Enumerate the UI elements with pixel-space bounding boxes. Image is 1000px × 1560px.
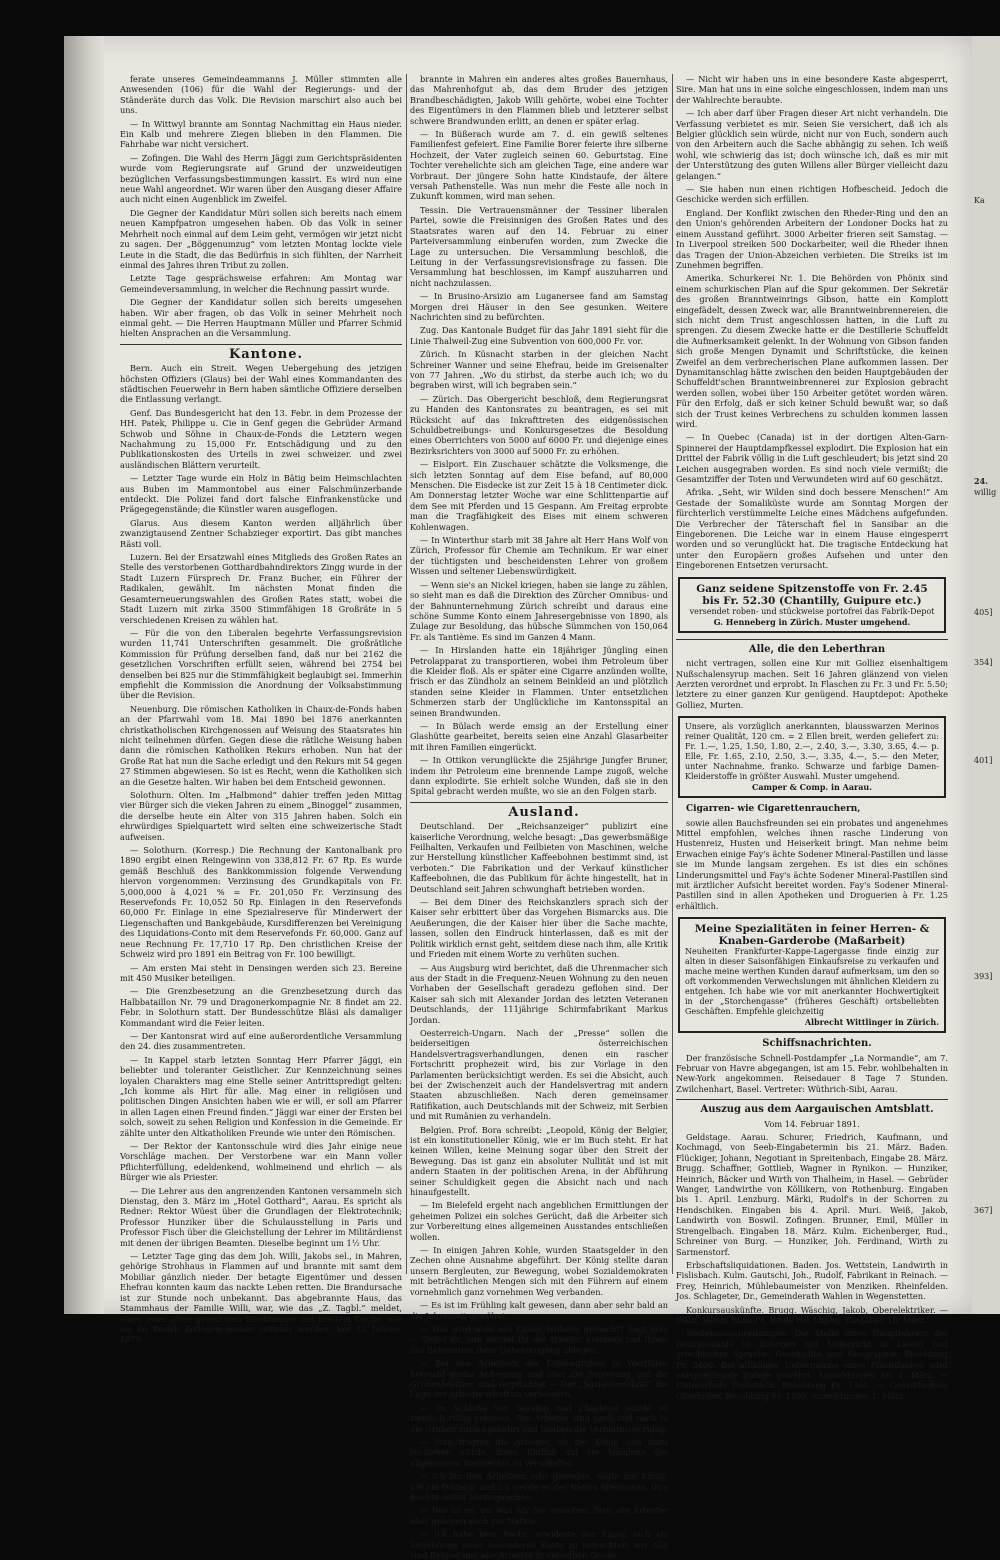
- section-heading-amtsblatt: Auszug aus dem Aargauischen Amtsblatt.: [700, 1104, 934, 1116]
- ad-signature: Albrecht Wittlinger in Zürich.: [804, 1017, 939, 1028]
- edge-fragment: 401]: [974, 756, 993, 765]
- section-heading-ausland: Ausland.: [508, 804, 580, 820]
- paragraph: Die Gegner der Kandidatur sollen sich bereits umgesehen haben. Wir aber fragen, ob das Volk in seiner Mehrheit noch einmal geht. — Die Herren Hauptmann Müller und Pfarrer Schmid hielten Ansprachen an die Versammlung.: [120, 297, 402, 339]
- ad-text: nicht vertragen, sollen eine Kur mit Golliez eisenhaltigem Nußschalensyrup machen. Seit 16 Jahren glänzend von vielen Aerzten verordnet und erprobt. In Flaschen zu Fr. 3 und Fr. 5.50; letztere zu einer ganzen Kur genügend. Hauptdepot: Apotheke Golliez, Murten.: [676, 658, 948, 710]
- paragraph: — Sie haben nun einen richtigen Hofbescheid. Jedoch die Geschicke werden sich erfüllen.: [676, 184, 948, 205]
- paragraph: Konkursauskünfte. Brugg. Wäschig, Jakob, Oberelektriker. — Wälti, Jakob, Rudolf's, Beide von Lupfig. Eingaben 18. März.: [676, 1304, 948, 1325]
- date-line: Vom 14. Februar 1891.: [764, 1118, 860, 1129]
- paragraph: Geldstage. Aarau. Schurer, Friedrich, Kaufmann, und Kochmagd, von Seeb-Eingabetermin bis 21. März. Baden. Flückiger, Johann, Negotiant in Spreitenbach, Eingabe 28. März. Brugg. Schaffner, Gottlieb, Wagner in Rynikon. — Hunziker, Heinrich, Bäcker und Wirth von Thalheim, in Hasel. — Gebrüder Wanger, Landwirthe von Köllikern, von Rothenburg. Eingaben bis 1. April. Lenzburg. Märki, Rudolf's in der Schorren zu Hendschiken. Eingaben bis 4. April. Muri. Weiß, Jakob, Landwirth von Boswil. Zofingen. Brunner, Emil, Müller in Strengelbach. Eingaben 18. März. Kulm. Eichenberger, Rud., Schreiner von Burg. — Hunziker, Joh. Ferdinand, Wirth zu Sarmenstorf.: [676, 1132, 948, 1257]
- edge-fragment: willig: [974, 488, 997, 497]
- paragraph: — Zürich. Das Obergericht beschloß, dem Regierungsrat zu Handen des Kantonsrates zu beantragen, es sei mit Rücksicht auf das Inkrafttreten des eidgenössischen Schuldbetreibungs- und Konkursgesetzes die Besoldung eines Oberrichters von 5000 auf 6000 Fr. und diejenige eines Bezirksrichters von 3000 auf 5000 Fr. zu erhöhen.: [410, 393, 668, 456]
- paragraph: Glarus. Aus diesem Kanton werden alljährlich über zwanzigtausend Zentner Schabzieger exportirt. Das gibt manches Rästi voll.: [120, 517, 402, 549]
- paragraph: Zug. Das Kantonale Budget für das Jahr 1891 sieht für die Linie Thalweil-Zug eine Subvention von 600,000 Fr. vor.: [410, 325, 668, 346]
- column-3: [676, 74, 948, 1401]
- paragraph: — Letzter Tage ging das dem Joh. Willi, Jakobs sel., in Mahren, gehörige Strohhaus in Flammen auf und brannte mit samt dem Mobiliar gänzlich nieder. Der betagte Eigentümer und dessen Ehefrau konnten kaum das nackte Leben retten. Die Brandursache ist zur Stunde noch unbekannt. Das abgebrannte Haus, das Stammhaus der Familie Willi, war, wie das „Z. Tagbl.“ meldet, eines jener alten gewaltigen Strohhäuser mit breitem Dache, wie sie im Bezirk Zofingen immer seltener werden. Vor 12 Jahren, 1879,: [120, 1251, 402, 1345]
- paragraph: — In Büßerach wurde am 7. d. ein gewiß seltenes Familienfest gefeiert. Eine Familie Borer feierte ihre silberne Hochzeit, der Vater zugleich seinen 60. Geburtstag. Eine Tochter verehelichte sich am gleichen Tage, eine andere war Vorbraut. Der jüngere Sohn hatte Kindstaufe, der ältere versah Pathenstelle. Was nun mehr die Feste alle noch in Zukunft kommen, wird man sehen.: [410, 129, 668, 202]
- column-rule: [406, 74, 407, 1274]
- paragraph: — Im Bielefeld ergeht nach angeblichen Ermittlungen der geheimen Polizei ein solches Gerücht, daß die Arbeiter sich zur Vorbereitung eines allgemeinen Ausstandes entschließen wollen.: [410, 1200, 668, 1242]
- paragraph: — Wenn sie's an Nickel kriegen, haben sie lange zu zählen, so sieht man es daß die Direktion des Zürcher Omnibus- und der Bahnunternehmung Zürich schreibt und daraus eine schöne Summe Konto einem Jahresergebnisse von 1890, als Zulage zur Besoldung, das hübsche Sümmchen von 150,064 Fr. als Tantième. Es sind im Ganzen 4 Mann.: [410, 579, 668, 642]
- column-1: [120, 74, 402, 1345]
- ad-text: sowie allen Bauchsfreunden sei ein probates und angenehmes Mittel empfohlen, welches ihnen rasche Linderung von Hustenreiz, Husten und Heiserkeit bringt. Man nehme beim Erwachen einige Fay's ächte Sodener Mineral-Pastillen und lasse sie im Munde langsam zergehen. Es ist dies ein schönes Linderungsmittel und Fay's ächte Sodener Mineral-Pastillen sind mit ärztlicher Aufsicht bereitet worden. Fay's Sodener Mineral-Pastillen sind in allen Apotheken und Droguerien à Fr. 1.25 erhältlich.: [676, 817, 948, 911]
- paragraph: Tessin. Die Vertrauensmänner der Tessiner liberalen Partei, sowie die Freisinnigen des Großen Rates und des Staatsrates waren auf den 14. Februar zu einer Parteiversammlung einberufen worden, zum Zwecke die Lage zu untersuchen. Die Versammlung beschloß, die Leitung in der Verfassungsrevisionsfrage zu fassen. Die Versammlung hat beschlossen, im Kampf auszuharren und nicht nachzulassen.: [410, 204, 668, 288]
- paragraph: Belgien. Prof. Bora schreibt: „Leopold, König der Belgier, ist ein konstitutioneller König, wie er im Buch steht. Er hat keinen Willen, keine Meinung sogar über den Streit der Bewegung. Das ist ganz ein absoluter Nullität und ist mit andern Staaten in der politischen Arena, in der Abführung seiner Schuldigkeit gegen die Absicht nach und nach hinaufgestellt.: [410, 1124, 668, 1198]
- adjacent-page-edge: [972, 36, 1000, 1314]
- column-rule: [672, 74, 673, 1274]
- paragraph: — Ich habe kein Recht, erwiderte der König, sich als Angehörige einer besonderen Kaste zu betrachten; wir Alle sind Belgier und alle Arbeiter in derselben Grade.: [410, 1529, 668, 1560]
- binding-margin: [64, 36, 104, 1314]
- ad-text: Unsere, als vorzüglich anerkannten, blausswarzen Merinos reiner Qualität, 120 cm. = 2 Ellen breit, werden geliefert zu: Fr. 1.—, 1.25, 1.50, 1.80, 2.—, 2.40, 3.—, 3.30, 3.65, 4.— p. Elle, Fr. 1.65, 2.10, 2.50, 3.—, 3.35, 4.—, 5.— den Meter, unter Nachnahme, franko. Schwarze und farbige Damen-Kleiderstoffe in größter Auswahl. Muster umgehend.: [685, 722, 939, 782]
- paragraph: Amerika. Schurkerei Nr. 1. Die Behörden von Phönix sind einem schurkischen Plan auf die Spur gekommen. Der Sekretär des großen Branntweinrings Gibson, hatte ein Komplott eingefädelt, dessen Zweck war, alle Branntweinbrennereien, die sich nicht dem Trust angeschlossen hatten, in die Luft zu sprengen. Zu diesem Zwecke hatte er die Destillerie Schuffeldt die Aufmerksamkeit gelenkt. In der Wohnung von Gibson fanden sich große Mengen Dynamit und Schriftstücke, die keinen Zweifel an dem verbrecherischen Plane aufkommen lassen. Der Dynamitanschlag hätte zwischen den beiden Hauptgebäuden der Schuffeldt'schen Branntweinbrennerei zur Explosion gebracht werden sollen, wobei über 150 Arbeiter getötet worden wären. Für den Erfolg, daß er sich keiner Schuld bewußt war, so daß sich der Trust keines Verbrechens zu schulden kommen lassen wird.: [676, 273, 948, 429]
- edge-fragment: Ka: [974, 196, 985, 205]
- paragraph: — In Quebec (Canada) ist in der dortigen Alten-Garn-Spinnerei der Hauptdampfkessel explodirt. Die Explosion hat ein Drittel der Fabrik völlig in die Luft geschleudert; bis jetzt sind 20 Leichen ausgegraben worden. Es sind noch viele vermißt; die Gesamtziffer der Toten und Verwundeten wird auf 60 geschätzt.: [676, 432, 948, 485]
- divider: [410, 802, 668, 803]
- paragraph: — In einigen Jahren Kohle, wurden Staatsgelder in den Zechen ohne Ausnahme abgeführt. Der König stellte daran unsern Bergleuten, zur Bewegung, wobei Sozialdemokraten mit beträchtlichen Mengen sich mit den Führern auf einem vornehmlich ganz vornehmen Weg verbanden.: [410, 1245, 668, 1297]
- paragraph: — In Wittwyl brannte am Sonntag Nachmittag ein Haus nieder. Ein Kalb und mehrere Ziegen blieben in den Flammen. Die Fahrhabe war nicht versichert.: [120, 118, 402, 150]
- paragraph: — In Winterthur starb mit 38 Jahre alt Herr Hans Wolf von Zürich, Professor für Chemie am Technikum. Er war einer der tüchtigsten und bescheidensten Lehrer von großem Wissen und seltener Liebenswürdigkeit.: [410, 535, 668, 577]
- paragraph: Genf. Das Bundesgericht hat den 13. Febr. in dem Prozesse der HH. Patek, Philippe u. Cie in Genf gegen die Gebrüder Armand Schwob und Söhne in Chaux-de-Fonds die Letztern wegen Nachahmung zu 15,000 Fr. Entschädigung und zu den Publikationskosten des Urteils in zwei schweizer. und zwei ausländischen Blättern verurteilt.: [120, 407, 402, 470]
- paragraph: — Im Schloße von Seraing und Charleroi wurde es ziemlich ruhig gelassen. Die Arbeiter sind nach und nach in die Gruben zurückgekehrt und bleiben die Verhältnisse ruhig.: [410, 1402, 668, 1434]
- paragraph: — Nicht wir haben uns in eine besondere Kaste abgesperrt, Sire. Man hat uns in eine solche eingeschlossen, indem man uns der Wahlrechte beraubte.: [676, 74, 948, 105]
- paragraph: — Eislport. Ein Zuschauer schätzte die Volksmenge, die sich letzten Sonntag auf dem Eise befand, auf 80,000 Menschen. Die Eisdecke ist zur Zeit 15 à 18 Centimeter dick. Am Donnerstag letzter Woche war eine Schlittenpartie auf dem See mit Pferden und 15 Gespann. Am Freitag erprobte man die Tragfähigkeit des Eises mit einem schweren Kohlenwagen.: [410, 459, 668, 532]
- paragraph: — Bei dem Diner des Reichskanzlers sprach sich der Kaiser sehr erbittert über das Vorgehen Bismarcks aus. Die Aeußerungen, die der Kaiser hier über die Sache machte, lassen, sollen den Eindruck hinterlassen, daß es mit der Politik wirklich ernst geht, seitdem diese nach ihm, alle Kritik und Frieden mit einem Worte zu verhüten suchen.: [410, 897, 668, 960]
- paragraph: Die Gegner der Kandidatur Müri sollen sich bereits nach einem neuen Kampfpatron umgesehen haben. Ob das Volk in seiner Mehrheit noch einmal auf dem Leim geht, vermögen wir jetzt nicht zu sagen. Der „Böggenumzug“ vom letzten Montag lockte viele Leute in die Stadt, die das Bedürfnis in sich fühlten, der Narrheit einmal des Jahres ihren Tribut zu zollen.: [120, 207, 402, 270]
- divider: [676, 1099, 948, 1100]
- paragraph: Zürich. In Küsnacht starben in der gleichen Nacht Schreiner Wanner und seine Ehefrau, beide im Greisenalter von 77 Jahren. „Wo du stirbst, da sterbe auch ich; wo du begraben wirst, will ich begraben sein.“: [410, 349, 668, 391]
- paragraph: — Ich aber darf über Fragen dieser Art nicht verhandeln. Die Verfassung verbietet es mir. Seien Sie versichert, daß ich als Belgier glücklich sein würde, nicht nur von Euch, sondern auch von den Arbeitern auch die Sache abhängig zu sehen. Ich weiß wohl, wie schwierig das ist; doch wünsche ich, daß es mir mit der Unterstützung des guten Willens aller Bürger vielleicht dazu gelangen.“: [676, 108, 948, 181]
- ad-headline: Ganz seidene Spitzenstoffe von Fr. 2.45: [696, 582, 928, 595]
- ad-text: Neuheiten Frankfurter-Kappe-Lagergasse finde einzig zur alten in dieser Saisonfähigen Einkaufsreise zu verkaufen und mache meine werthen Kunden darauf aufmerksam, um den so oft vorkommenden Verwechslungen mit ähnlichen Kleidern zu entgehen. Ich habe wie vor mit anerkannter Hochwertigkeit in der „Storchengasse“ (früheres Geschäft) ortsbeliebten Geschäften. Empfehle gleichzeitig: [685, 947, 939, 1017]
- paragraph: — Die Grenzbesetzung an die Grenzbesetzung durch das Halbbataillon Nr. 79 und Dragonerkompagnie Nr. 8 findet am 22. Febr. in Solothurn statt. Der Bundesschütze Bläsi als damaliger Kommandant wird die Feier leiten.: [120, 986, 402, 1028]
- ad-headline: Meine Spezialitäten in feiner Herren- & Knaben-Garderobe (Maßarbeit): [694, 923, 930, 948]
- paragraph: Letzte Tage gesprächsweise erfahren: Am Montag war Gemeindeversammlung, in welcher die Rechnung passirt wurde.: [120, 273, 402, 294]
- paragraph: Erbschaftsliquidationen. Baden. Jos. Wettstein, Landwirth in Fislisbach. Kulm. Gautschi, Joh., Rudolf, Fabrikant in Reinach. — Frey, Heinrich, Mühlebaumeister von Menziken. Rheinfelden. Jos. Schlageter, Dr., Gemeinderath Wahlen in Wegenstetten.: [676, 1259, 948, 1302]
- paragraph: — Solothurn. (Korresp.) Die Rechnung der Kantonalbank pro 1890 ergibt einen Reingewinn von 338,812 Fr. 67 Rp. Es wurde gemäß Beschluß des Bankkommission folgende Verwendung hiervon vorgenommen: Verzinsung des Grundkapitals von Fr. 5,000,000 à 4,021 % = Fr. 201,050 Fr. Verzinsung des Reservefonds Fr. 10,052 50 Rp. Einlagen in den Reservefonds 60,000 Fr. Einlage in eine Spezialreserve für Minderwert der Liegenschaften und Bankgebäude, Kursdifferenzen bei Vereinigung des Liquidations-Conto mit dem Reservefonds Fr. 60,000. Ganz auf neue Rechnung Fr. 17,710 17 Rp. Den christlichen Kreise der Schweiz wird pro 1891 ein Beitrag von Fr. 100 bewilligt.: [120, 845, 402, 960]
- ad-text: versendet roben- und stückweise portofrei das Fabrik-Depot: [689, 606, 935, 616]
- ad-headline: bis Fr. 52.30 (Chantilly, Guipure etc.): [702, 594, 922, 607]
- edge-fragment: 354]: [974, 658, 993, 667]
- section-heading-kantone: Kantone.: [228, 346, 304, 362]
- edge-fragment: 367]: [974, 1206, 993, 1215]
- paragraph: Oesterreich-Ungarn. Nach der „Presse“ sollen die beiderseitigen österreichischen Handelsvertragsverhandlungen, denen ein rascher Fortschritt prophezeit wird, bis zur Vorlage in den Parlamenten berücksichtigt werden. Es sei die Absicht, auch bei der Zwischenzeit auch der Handelsvertrag mit andern Staaten abzuschließen. Nach deren gemeinsamer Ratifikation, auch Deutschlands mit der Schweiz, mit Serbien und mit Rumänien zu verhandeln.: [410, 1027, 668, 1122]
- paragraph: — In Brusino-Arsizio am Luganersee fand am Samstag Morgen drei Häuser in den See gesunken. Weitere Nachrichten sind zu befürchten.: [410, 291, 668, 322]
- paragraph: — In Ottikon verunglückte die 25jährige Jungfer Bruner, indem ihr Petroleum eine brennende Lampe zugoß, welche dann explodirte. Sie erhielt solche Wunden, daß sie in den Spital gebracht werden mußte, wo sie an den Folgen starb.: [410, 755, 668, 797]
- paragraph: — Am ersten Mai steht in Densingen werden sich 23. Bereine mit 450 Musiker beteiligen.: [120, 962, 402, 983]
- paragraph: — Was wird wohl aus Kaiser Wilhelm gemacht? Sagt man — Siehst du, nun werdet Ihr die Arbeiter kommen und Ihnen das Bekenntnis ihrer Ueberzeugung ablegen.: [410, 1323, 668, 1355]
- paragraph: — Die Lehrer aus den angrenzenden Kantonen versammeln sich Dienstag, den 3. März im „Hotel Gotthard“, Aarau. Es spricht als Redner: Rektor Wüest über die Grundlagen der Elektrotechnik; Professor Hunziker über die Schulausstellung in Paris und Professor Fisch über die Gleichstellung der Lehrer im Militärdienst mit denen der übrigen Beamten. Dieselbe beginnt um 1½ Uhr.: [120, 1185, 402, 1248]
- paragraph: — Das ist es, um was wir Sie ersuchen, Sire; die Arbeiter aber gehören auch zur Nation.: [410, 1505, 668, 1526]
- paragraph: — Aus Augsburg wird berichtet, daß die Uhrenmacher sich aus der Stadt in die Frequenz-Neuen Wohnung zu den neuen Vorhaben der Gesellschaft geradezu geflohen sind. Der Kaiser sah sich mit Alexander Jordan des letzten Veteranen Deutschlands, der 111jährige Schirmfabrikant Markus Jordan.: [410, 962, 668, 1025]
- column-2: [410, 74, 668, 1560]
- section-heading-ships: Schiffsnachrichten.: [762, 1038, 872, 1050]
- paragraph: — Letzter Tage wurde ein Holz in Bätig beim Heimschlachten aus Buben im Mammontobel aus einer Falschmünzerbande entdeckt. Die Polizei fand dort falsche Einfrankenstücke und Prägegegenstände; die Künstler waren ausgeflogen.: [120, 473, 402, 515]
- edge-fragment: 393]: [974, 972, 993, 981]
- paragraph: ferate unseres Gemeindeammanns J. Müller stimmten alle Anwesenden (106) für die Wahl der Regierungs- und der Ständeräte durch das Volk. Die Revision marschirt also auch bei uns.: [120, 74, 402, 116]
- newspaper-page: [64, 36, 972, 1560]
- paragraph: Deutschland. Der „Reichsanzeiger“ publizirt eine kaiserliche Verordnung, welche besagt: „Das gewerbsmäßige Feilhalten, Verkaufen und Feilbieten von Maschinen, welche zur Herstellung künstlicher Kaffeebohnen bestimmt sind, ist verboten.“ Die Fabrikation und der Verkauf künstlicher Kaffeebohnen, die das Publikum für ächte hingestellt, hat in Deutschland seit Jahren schwunghaft betrieben worden.: [410, 821, 668, 894]
- paragraph: — Bei den Arbeitern der Kohlengruben in Westfalen herrscht große Aufregung und aber die Regierung und die Grubenbesitzer sind verpflichtet — Der „Sozialdemokrat“ die Lage der Arbeiterschaft zu verbessern.: [410, 1358, 668, 1400]
- paragraph: — In Hirslanden hatte ein 18jähriger Jüngling einen Petrolapparat zu transportieren, wobei ihm Petroleum über die Kleider floß. Als er später eine Cigarre anzünden wollte, frisch er das Zündholz an seinem Beinkleid an und plötzlich standen seine Kleider in Flammen. Unter entsetzlichen Schmerzen starb der Unglückliche im Kantonsspital an seinen Brandwunden.: [410, 645, 668, 718]
- ad-title: Cigarren- wie Cigarettenrauchern,: [686, 804, 861, 815]
- advertisement-silk: [678, 577, 946, 633]
- paragraph: Neuenburg. Die römischen Katholiken in Chaux-de-Fonds haben an der Pfarrwahl vom 18. Mai 1890 bei 1876 anerkannten christkatholischen Kirchgenossen auf Weisung des Staatsrates hin nicht teilnehmen dürfen. Gegen diese die rätliche Weisung haben dann die römischen Katholiken Rekurs erhoben. Nun hat der Große Rat hat nun die Sache erledigt und den Rekurs mit 54 gegen 27 Stimmen abgewiesen. So ist es Recht, wenn die Katholiken sich an die Gesetze halten. Wir haben bei dem Entscheid gewonnen.: [120, 703, 402, 787]
- divider: [676, 639, 948, 640]
- divider: [120, 344, 402, 345]
- ad-signature: G. Henneberg in Zürich. Muster umgehend.: [713, 616, 911, 627]
- paragraph: — Der Rektor der Kantonsschule wird dies Jahr einige neue Vorschläge machen. Der Verstorbene war ein Mann voller Pflichterfüllung, edeldenkend, wohlmeinend und ehrlich — als Bürger wie als Priester.: [120, 1141, 402, 1183]
- paragraph: Luzern. Bei der Ersatzwahl eines Mitglieds des Großen Rates an Stelle des verstorbenen Gotthardbahndirektors Zingg wurde in der Stadt Luzern Fürsprech Dr. Franz Bucher, ein Führer der Radikalen, gewählt. Im nächsten Monat finden die Gesamterneuerungswahlen des Großen Rates statt, wobei die Stadt Luzern mit zirka 3500 Stimmfähigen 18 Großräte in 5 verschiedenen Kreisen zu wählen hat.: [120, 552, 402, 625]
- paragraph: Solothurn. Olten. Im „Halbmond“ dahier treffen jeden Mittag vier Bürger sich die vieken Jahren zu einem „Binoggel“ zusammen, die derselbe heute ein Alter von 315 Jahren haben. Solch ein ehrwürdiges Spielquartett wird selten eine schweizerische Stadt aufweisen.: [120, 790, 402, 842]
- paragraph: — In Bülach werde emsig an der Erstellung einer Glashütte gearbeitet, bereits seien eine Anzahl Glasarbeiter mit ihren Familien eingerückt.: [410, 720, 668, 752]
- paragraph: Der französische Schnell-Postdampfer „La Normandie“, am 7. Februar von Havre abgegangen, ist am 15. Febr. wohlbehalten in New-York angekommen. Reisedauer 8 Tage 7 Stunden. Zwilchenhart, Basel. Vertreter: Wüthrich-Sibi, Aarau.: [676, 1052, 948, 1094]
- paragraph: — In Kappel starb letzten Sonntag Herr Pfarrer Jäggi, ein beliebter und toleranter Geistlicher. Zur Kennzeichnung seines loyalen Charakters mag eine Stelle seiner Antrittspredigt gelten: „Ich komme als Hirt für alle. Mag einer in religiösen und politischen Dingen Ansichten haben wie er will, er soll am Pfarrer in allen Lagen einen Freund finden.“ Jäggi war einer der Ersten bei solch, soweit zu sehen Religion und Konfession in die Gemeinde. Er zählte unter den Altkatholiken Freunde wie unter den Römischen.: [120, 1054, 402, 1138]
- paragraph: — Ich bin den Arbeitern sehr gewogen, sagte der König. Ich bin Diktator und ich werde es der Nation überlassen, ihre Rechte selbst auszusprechen.: [410, 1471, 668, 1502]
- advertisement-garderobe: [678, 917, 946, 1033]
- advertisement-merinos: [678, 716, 946, 798]
- paragraph: brannte in Mahren ein anderes altes großes Bauernhaus, das Mahrenhofgut ab, das dem Bruder des jetzigen Brandbeschädigten, Jakob Willi gehörte, wobei eine Tochter des Eigentümers in den Flammen blieb und letzterer selbst schwere Brandwunden erlitt, an denen er später erlag.: [410, 74, 668, 126]
- paragraph: Afrika. „Seht, wir Wilden sind doch bessere Menschen!“ Am Gestade der Somaliküste wurde am Sonntag Morgen der fürchterlich verstümmelte Leiche eines Mädchens aufgefunden. Die Verbrecher der Täterschaft fiel in Sansibar an die Eingeborenen. Die Leiche war in einem Hause eingesperrt worden und so verunglückt hat. Die tragische Entdeckung hat unter den Europäern großes Aufsehen und unter den Eingeborenen Entsetzen verursacht.: [676, 487, 948, 571]
- edge-fragment: 405]: [974, 608, 993, 617]
- ad-signature: Camper & Comp. in Aarau.: [751, 782, 873, 793]
- paragraph: — Der Kantonsrat wird auf eine außerordentliche Versammlung den 24. dies zusammentreten.: [120, 1030, 402, 1052]
- ad-title: Alle, die den Leberthran: [748, 643, 886, 655]
- paragraph: — Nun fragten die Arbeiter, ob der König sich dazu verstehen würde, ihnen Einfluß auf die Annahme des allgemeinen Wahlrechts zu verschaffen.: [410, 1436, 668, 1468]
- paragraph: — Es ist im Frühling kalt gewesen, dann aber sehr bald an die Jahreszeit gewöhnt.: [410, 1300, 668, 1321]
- edge-fragment: 24.: [974, 476, 988, 486]
- paragraph: England. Der Konflikt zwischen den Rheder-Ring und den an den Union's gehörenden Arbeitern der Londoner Docks hat zu einem Ausstand geführt. 3000 Arbeiter frieren seit Samstag. — In Liverpool streiken 500 Dockarbeiter, weil die Rheder ihnen das Tragen der Union-Abzeichen verbieten. Die Streiks ist im Zunehmen begriffen.: [676, 207, 948, 270]
- paragraph: Stellenausschreibungen. Die Stelle eines Hauptlehrers der Bezirksschule in Zofingen mit Unterricht in Latein und griechischer Sprache, Geschichte und Geographie; Besoldung Fr. 2400. Bei allfälliger Uebernahme eines Pflichtfaches wird entsprechende Zulage gewährt. Anmeldungen bis 4. März. — Unterschule Fislisbach. Besoldung Fr. 1300. — Gesamtschule Oberhofen. Besoldung Fr. 1200. Anmeldungen 1. März.: [676, 1328, 948, 1401]
- paragraph: Bern. Auch ein Streit. Wegen Uebergehung des jetzigen höchsten Offiziers (Glaus) bei der Wahl eines Kommandanten des städtischen Feuerwehr in Bern haben sämtliche Offiziere derselben die Entlassung verlangt.: [120, 363, 402, 405]
- paragraph: — Für die von den Liberalen begehrte Verfassungsrevision wurden 11,741 Unterschriften gesammelt. Die großrätliche Kommission für Prüfung derselben fand, daß nur bei 2162 die gesetzlichen Vorschriften erfüllt seien, während bei 2754 bei denselben bei 825 nur die Stimmfähigkeit beglaubigt sei. Immerhin empfiehlt die Kommission die Anordnung der Volksabstimmung über die Revision.: [120, 627, 402, 701]
- paragraph: — Zofingen. Die Wahl des Herrn Jäggi zum Gerichtspräsidenten wurde vom Regierungsrate auf Grund der unzweideutigen bezüglichen Verfassungsbestimmungen kassirt. Es wird nun eine neue Wahl angeordnet. Wir waren über den Ausgang dieser Affaire auch nicht einen Augenblick im Zweifel.: [120, 152, 402, 205]
